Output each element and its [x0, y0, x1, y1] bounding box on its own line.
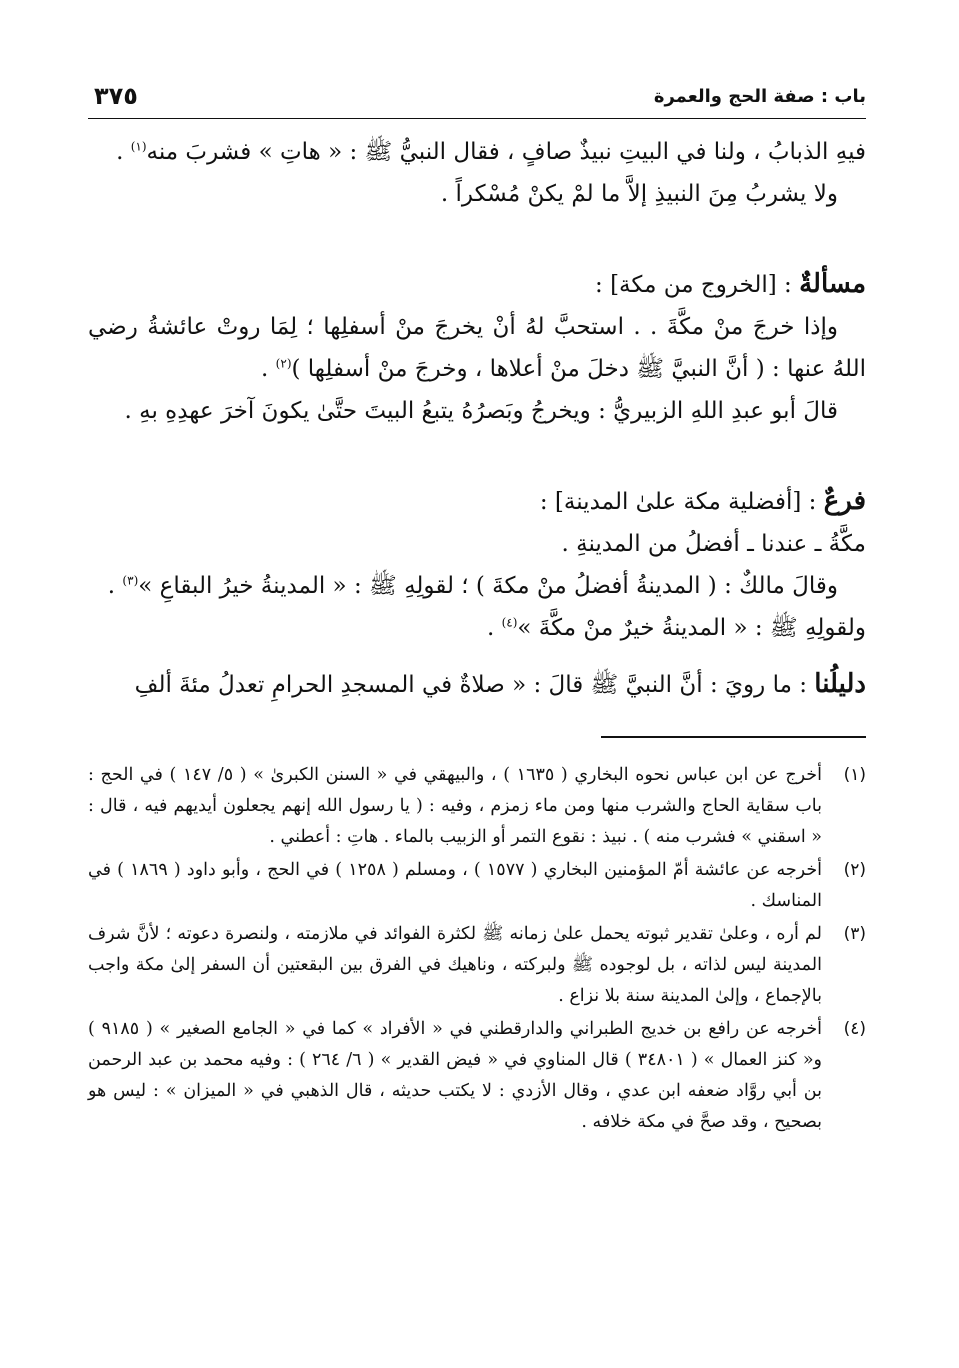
footnote-number: (٤) [843, 1019, 866, 1039]
heading-title: : [الخروج من مكة] : [595, 272, 800, 298]
footnote-text: أخرج عن ابن عباس نحوه البخاري ( ١٦٣٥ ) ، والبيهقي في « السنن الكبرىٰ » ( ٥/ ١٤٧ ) في الحج : باب سقاية الحاج والشرب منها ومن ماء زمزم ، وفيه : ( يا رسول الله إنهم يجعلون أيديهم فيه ، قال : « اسقني » فشرب منه ) . نبيذ : نقوع التمر أو الزبيب بالماء . هاتِ : أعطني . [88, 765, 822, 847]
footnote-number: (١) [843, 765, 866, 785]
section-heading [88, 480, 866, 523]
footnote-ref[interactable]: (٣) [122, 573, 139, 588]
book-page [88, 78, 866, 1140]
footnote-ref[interactable]: (٢) [275, 356, 292, 371]
footnotes [88, 760, 866, 1138]
footnote-text: لم أره ، وعلىٰ تقدير ثبوته يحمل علىٰ زمانه ﷺ لكثرة الفوائد في ملازمته ، ولنصرة دعوته ؛ لأنَّ شرف المدينة ليس لذاته ، بل لوجوده ﷺ ولبركته ، وناهيك في الفرق بين البقعتين أن السفر إلىٰ مكة واجب بالإجماع ، وإلىٰ المدينة سنة بلا نزاع . [88, 924, 822, 1006]
page-header [88, 78, 866, 119]
paragraph: وإذا خرجَ منْ مكَّةَ . . استحبَّ لهُ أنْ يخرجَ منْ أسفلِها ؛ لِمَا روتْ عائشةُ رضي اللهُ عنها : ( أنَّ النبيَّ ﷺ دخلَ منْ أعلاها ، وخرجَ منْ أسفلِها )$^{(٢)}$ . [88, 314, 866, 382]
footnote [88, 1014, 866, 1138]
section-heading [88, 263, 866, 306]
footnote-ref[interactable]: (٤) [501, 615, 518, 630]
main-text [88, 131, 866, 706]
paragraph: دليلُنا : ما رويَ : أنَّ النبيَّ ﷺ قالَ : « صلاةٌ في المسجدِ الحرامِ تعدلُ مئةَ ألفِ [134, 669, 866, 699]
heading-title: : [أفضلية مكة علىٰ المدينة] : [539, 489, 824, 515]
footnote [88, 760, 866, 853]
footnote [88, 919, 866, 1012]
footnote [88, 855, 866, 917]
footnote-separator [601, 736, 866, 738]
paragraph: ولا يشربُ مِنَ النبيذِ إلاَّ ما لمْ يكنْ مُسْكراً . [440, 181, 838, 207]
heading-label: فرعٌ [823, 486, 866, 516]
paragraph: قالَ أبو عبدِ اللهِ الزبيريُّ : ويخرجُ وبَصرُهُ يتبعُ البيتَ حتَّىٰ يكونَ آخرَ عهدِهِ بهِ . [124, 398, 838, 424]
paragraph: وقالَ مالكٌ : ( المدينةُ أفضلُ منْ مكةَ ) ؛ لقولِهِ ﷺ : « المدينةُ خيرُ البقاعِ »$^{(٣)}$ . [107, 573, 838, 599]
footnote-number: (٣) [843, 924, 866, 944]
heading-label: مسألةٌ [799, 269, 866, 299]
evidence-label: دليلُنا [814, 669, 866, 699]
footnote-number: (٢) [843, 860, 866, 880]
footnote-text: أخرجه عن رافع بن خديج الطبراني والدارقطني في « الأفراد » كما في « الجامع الصغير » ( ٩١٨٥ ) و« كنز العمال » ( ٣٤٨٠١ ) قال المناوي في « فيض القدير » ( ٦/ ٢٦٤ ) : وفيه محمد بن عبد الرحمن بن أبي روَّاد ضعفه ابن عدي ، وقال الأزدي : لا يكتب حديثه ، قال الذهبي في « الميزان » : ليس هو بصحيح ، وقد صحَّ في مكة خلافه . [88, 1019, 822, 1132]
paragraph: ولقولِهِ ﷺ : « المدينةُ خيرٌ منْ مكَّةَ »$^{(٤)}$ . [486, 615, 866, 641]
paragraph: فيهِ الذبابُ ، ولنا في البيتِ نبيذٌ صافٍ ، فقال النبيُّ ﷺ : « هاتِ » فشربَ منه$^{(١)}$ . [116, 139, 866, 165]
footnote-text: أخرجه عن عائشة أمّ المؤمنين البخاري ( ١٥٧٧ ) ، ومسلم ( ١٢٥٨ ) في الحج ، وأبو داود ( ١٨٦٩ ) في المناسك . [88, 860, 823, 911]
footnote-ref[interactable]: (١) [130, 139, 147, 154]
running-title: باب : صفة الحج والعمرة [653, 86, 866, 107]
page-number: ٣٧٥ [94, 82, 138, 110]
paragraph: مكَّةُ ـ عندنا ـ أفضلُ من المدينةِ . [561, 531, 866, 557]
